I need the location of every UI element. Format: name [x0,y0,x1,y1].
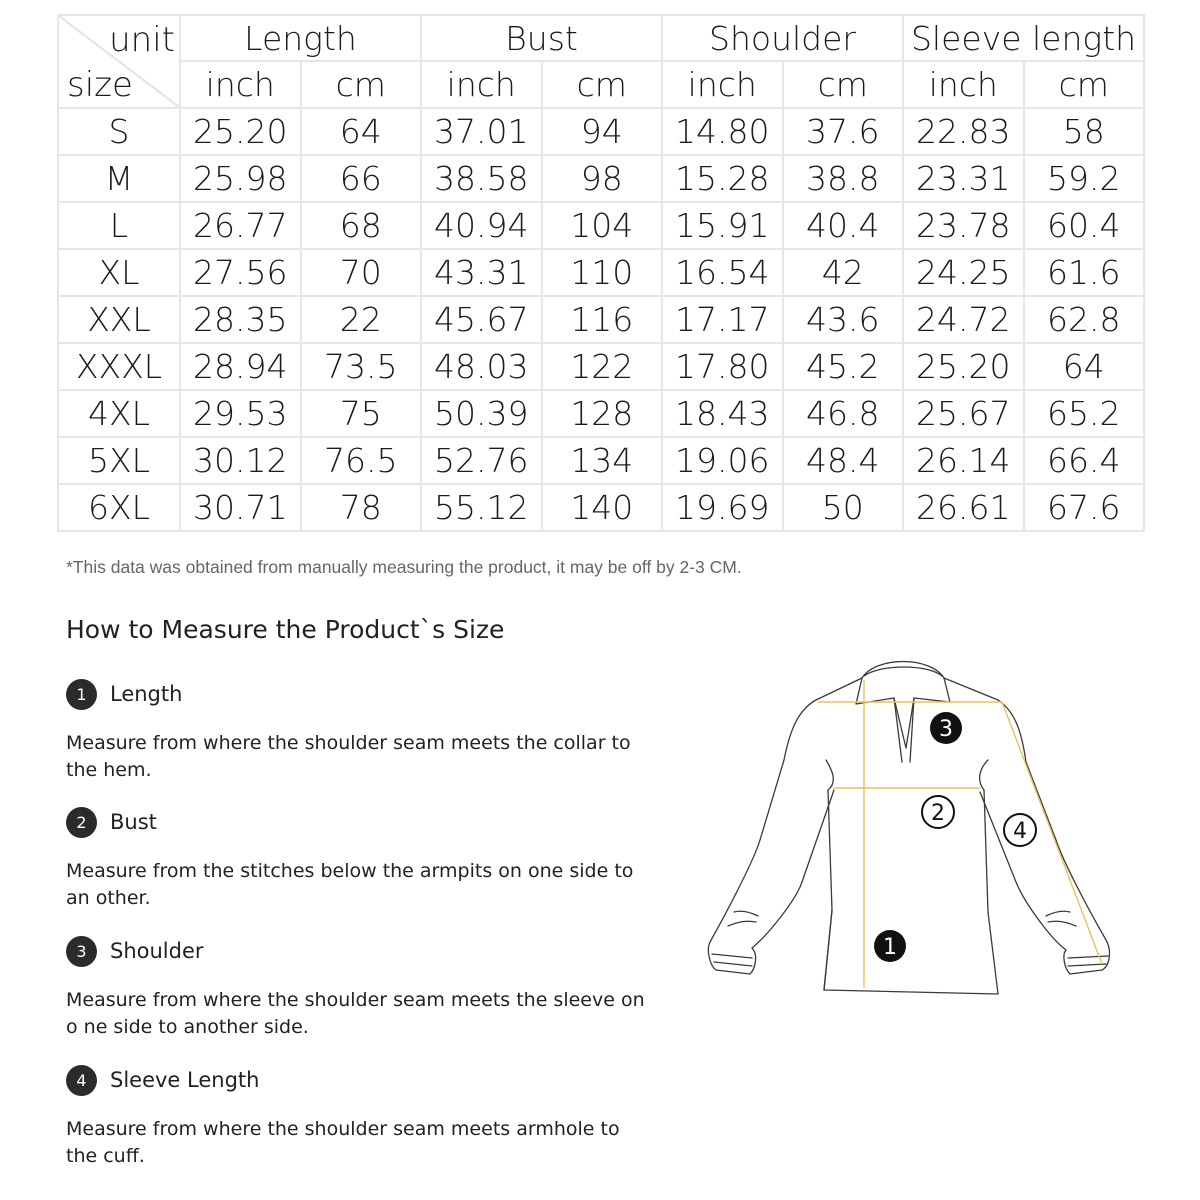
measurement-cell: 25.98 [180,155,301,202]
measurement-cell: 60.4 [1024,202,1145,249]
measurement-cell: 15.91 [662,202,783,249]
measurement-cell: 68 [301,202,422,249]
size-chart-table [57,14,1145,532]
step-bust [66,806,666,912]
measurement-cell: 52.76 [421,437,542,484]
measurement-cell: 18.43 [662,390,783,437]
size-cell: L [58,202,180,249]
unit-header: inch [180,61,301,108]
size-cell: XXL [58,296,180,343]
measurement-cell: 17.80 [662,343,783,390]
marker-3: 3 [939,717,953,742]
measurement-cell: 110 [542,249,663,296]
measurement-cell: 25.67 [903,390,1024,437]
table-header-groups [58,15,1144,61]
measurement-cell: 43.31 [421,249,542,296]
measurement-cell: 46.8 [783,390,904,437]
measurement-cell: 98 [542,155,663,202]
measurement-cell: 16.54 [662,249,783,296]
unit-header: inch [421,61,542,108]
measurement-cell: 42 [783,249,904,296]
measurement-cell: 14.80 [662,108,783,155]
measurement-cell: 19.06 [662,437,783,484]
measurement-cell: 122 [542,343,663,390]
measurement-cell: 66.4 [1024,437,1145,484]
header-bust: Bust [421,15,662,61]
measurement-cell: 28.94 [180,343,301,390]
measurement-cell: 40.94 [421,202,542,249]
step-number-badge: 1 [66,679,97,710]
step-description: Measure from where the shoulder seam meets armhole to the cuff. [66,1118,620,1167]
size-cell: S [58,108,180,155]
table-row [58,437,1144,484]
table-row [58,249,1144,296]
step-label: Sleeve Length [110,1068,260,1092]
measurement-cell: 37.6 [783,108,904,155]
measurement-cell: 45.2 [783,343,904,390]
measurement-cell: 67.6 [1024,484,1145,531]
measurement-cell: 55.12 [421,484,542,531]
step-length [66,678,666,784]
measurement-cell: 140 [542,484,663,531]
measurement-cell: 40.4 [783,202,904,249]
measurement-cell: 48.03 [421,343,542,390]
measurement-cell: 22.83 [903,108,1024,155]
unit-header: cm [542,61,663,108]
measurement-cell: 116 [542,296,663,343]
marker-4: 4 [1013,819,1027,844]
measurement-cell: 43.6 [783,296,904,343]
step-label: Bust [110,810,157,834]
size-cell: 6XL [58,484,180,531]
table-corner-cell [58,15,180,108]
step-number-badge: 3 [66,936,97,967]
table-row [58,390,1144,437]
measurement-cell: 76.5 [301,437,422,484]
measurement-cell: 78 [301,484,422,531]
corner-size-label: size [67,65,133,105]
header-length: Length [180,15,421,61]
step-sleeve-length [66,1064,666,1170]
measurement-cell: 48.4 [783,437,904,484]
corner-unit-label: unit [109,20,175,60]
measurement-cell: 19.69 [662,484,783,531]
measurement-cell: 26.77 [180,202,301,249]
unit-header: inch [662,61,783,108]
measurement-cell: 15.28 [662,155,783,202]
measurement-cell: 26.61 [903,484,1024,531]
step-description: Measure from the stitches below the armpits on one side to an other. [66,860,634,909]
measurement-note: *This data was obtained from manually measuring the product, it may be off by 2-3 CM. [66,557,742,577]
measurement-cell: 25.20 [903,343,1024,390]
unit-header: cm [301,61,422,108]
unit-header: inch [903,61,1024,108]
measurement-cell: 58 [1024,108,1145,155]
step-label: Length [110,682,183,706]
measurement-cell: 30.12 [180,437,301,484]
measurement-cell: 22 [301,296,422,343]
size-cell: XL [58,249,180,296]
measurement-cell: 27.56 [180,249,301,296]
table-header-units [58,61,1144,108]
measurement-cell: 62.8 [1024,296,1145,343]
table-row [58,202,1144,249]
header-sleeve-length: Sleeve length [903,15,1144,61]
marker-2: 2 [931,801,945,826]
size-cell: XXXL [58,343,180,390]
measurement-cell: 65.2 [1024,390,1145,437]
measurement-cell: 50 [783,484,904,531]
step-number-badge: 4 [66,1065,97,1096]
shirt-diagram-icon [698,650,1118,1000]
measurement-cell: 23.78 [903,202,1024,249]
measurement-cell: 25.20 [180,108,301,155]
step-shoulder [66,935,666,1041]
step-description: Measure from where the shoulder seam meets the collar to the hem. [66,732,631,781]
measurement-cell: 38.8 [783,155,904,202]
measurement-cell: 64 [301,108,422,155]
measurement-cell: 37.01 [421,108,542,155]
table-row [58,108,1144,155]
header-shoulder: Shoulder [662,15,903,61]
measurement-cell: 45.67 [421,296,542,343]
measurement-cell: 26.14 [903,437,1024,484]
measurement-cell: 66 [301,155,422,202]
table-row [58,155,1144,202]
size-cell: M [58,155,180,202]
measurement-cell: 94 [542,108,663,155]
measurement-cell: 70 [301,249,422,296]
unit-header: cm [783,61,904,108]
size-cell: 4XL [58,390,180,437]
measurement-cell: 50.39 [421,390,542,437]
measurement-cell: 17.17 [662,296,783,343]
measurement-cell: 64 [1024,343,1145,390]
how-to-measure-title: How to Measure the Product`s Size [66,615,505,644]
size-cell: 5XL [58,437,180,484]
measurement-cell: 73.5 [301,343,422,390]
measurement-cell: 23.31 [903,155,1024,202]
marker-1: 1 [883,935,897,960]
measurement-cell: 38.58 [421,155,542,202]
unit-header: cm [1024,61,1145,108]
step-description: Measure from where the shoulder seam meets the sleeve on o ne side to another side. [66,989,645,1038]
step-label: Shoulder [110,939,204,963]
measurement-cell: 128 [542,390,663,437]
measurement-cell: 104 [542,202,663,249]
measurement-cell: 59.2 [1024,155,1145,202]
step-number-badge: 2 [66,807,97,838]
table-row [58,296,1144,343]
measurement-cell: 134 [542,437,663,484]
measurement-cell: 30.71 [180,484,301,531]
measurement-cell: 29.53 [180,390,301,437]
measurement-cell: 28.35 [180,296,301,343]
table-row [58,343,1144,390]
measurement-cell: 24.25 [903,249,1024,296]
measurement-cell: 75 [301,390,422,437]
table-row [58,484,1144,531]
measurement-cell: 24.72 [903,296,1024,343]
measurement-cell: 61.6 [1024,249,1145,296]
